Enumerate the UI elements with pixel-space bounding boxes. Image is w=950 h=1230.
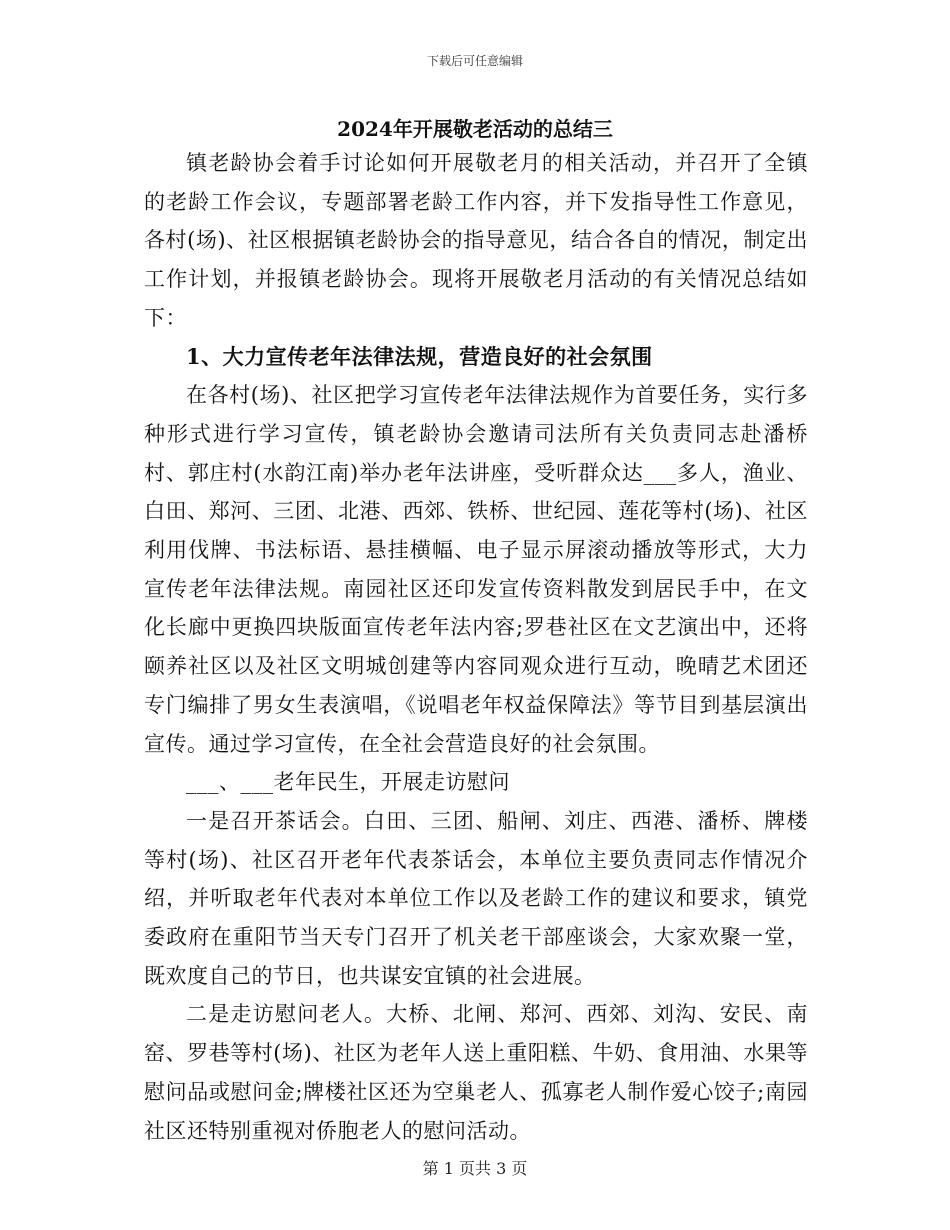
paragraph-intro: 镇老龄协会着手讨论如何开展敬老月的相关活动，并召开了全镇的老龄工作会议，专题部署老龄工作内容，并下发指导性工作意见，各村(场)、社区根据镇老龄协会的指导意见，结合各自的情况，制定出工作计划，并报镇老龄协会。现将开展敬老月活动的有关情况总结如下： xyxy=(144,151,808,330)
page-footer-number: 第 1 页共 3 页 xyxy=(422,1159,528,1178)
section-heading-2: ___、___老年民生，开展走访慰问 xyxy=(186,770,510,795)
paragraph-tea-party: 一是召开茶话会。白田、三团、船闸、刘庄、西港、潘桥、牌楼等村(场)、社区召开老年代表茶话会，本单位主要负责同志作情况介绍，并听取老年代表对本单位工作以及老龄工作的建议和要求，镇党委政府在重阳节当天专门召开了机关老干部座谈会，大家欢聚一堂，既欢度自己的节日，也共谋安宜镇的社会进展。 xyxy=(144,808,808,988)
document-body xyxy=(144,144,808,1150)
document-title: 2024年开展敬老活动的总结三 xyxy=(337,117,613,141)
paragraph-visits: 二是走访慰问老人。大桥、北闸、郑河、西郊、刘沟、安民、南窑、罗巷等村(场)、社区为老年人送上重阳糕、牛奶、食用油、水果等慰问品或慰问金;牌楼社区还为空巢老人、孤寡老人制作爱心饺子;南园社区还特别重视对侨胞老人的慰问活动。 xyxy=(144,1002,808,1143)
paragraph-publicity: 在各村(场)、社区把学习宣传老年法律法规作为首要任务，实行多种形式进行学习宣传，镇老龄协会邀请司法所有关负责同志赴潘桥村、郭庄村(水韵江南)举办老年法讲座，受听群众达___多人，渔业、白田、郑河、三团、北港、西郊、铁桥、世纪园、莲花等村(场)、社区利用伐牌、书法标语、悬挂横幅、电子显示屏滚动播放等形式，大力宣传老年法律法规。南园社区还印发宣传资料散发到居民手中，在文化长廊中更换四块版面宣传老年法内容;罗巷社区在文艺演出中，还将颐养社区以及社区文明城创建等内容同观众进行互动，晚晴艺术团还专门编排了男女生表演唱，《说唱老年权益保障法》等节目到基层演出宣传。通过学习宣传，在全社会营造良好的社会氛围。 xyxy=(144,383,808,756)
page-header-note: 下载后可任意编辑 xyxy=(426,54,523,68)
section-heading-1: 1、大力宣传老年法律法规，营造良好的社会氛围 xyxy=(186,343,653,369)
